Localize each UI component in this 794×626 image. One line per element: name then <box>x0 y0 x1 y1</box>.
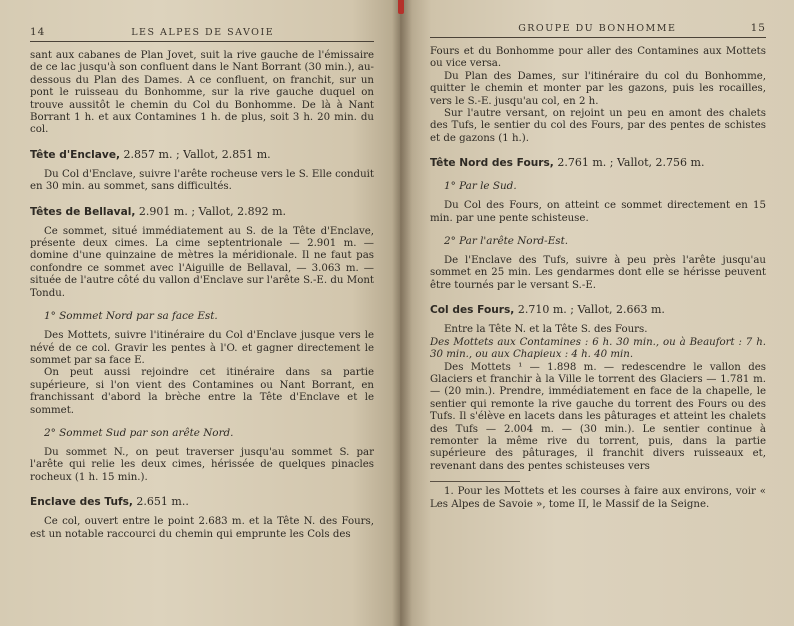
section-heading <box>30 205 374 219</box>
page-number: 14 <box>30 26 46 38</box>
heading-name: Tête d'Enclave, <box>30 148 121 161</box>
footnote: 1. Pour les Mottets et les courses à faire aux environs, voir « Les Alpes de Savoie », tome II, le Massif de la Seigne. <box>430 486 766 510</box>
header-rule <box>430 37 766 38</box>
header-rule <box>30 41 374 42</box>
heading-altitude: 2.761 m. ; Vallot, 2.756 m. <box>557 156 705 170</box>
paragraph: Du Plan des Dames, sur l'itinéraire du col du Bonhomme, quitter le chemin et monter par les gazons, puis les rocailles, vers le S.-E. jusqu'au col, en 2 h. <box>430 70 766 107</box>
paragraph: Du Col des Fours, on atteint ce sommet directement en 15 min. par une pente schisteuse. <box>430 200 766 224</box>
right-page-header <box>430 22 766 34</box>
section-heading <box>430 156 766 170</box>
subheading: 1° Par le Sud. <box>444 180 517 193</box>
paragraph: Du sommet N., on peut traverser jusqu'au sommet S. par l'arête qui relie les deux cimes, hérissée de quelques pinacles rocheux (1 h. 15 min.). <box>30 446 374 483</box>
heading-name: Têtes de Bellaval, <box>30 205 136 218</box>
section-heading <box>430 303 766 317</box>
heading-name: Tête Nord des Fours, <box>430 157 554 170</box>
heading-altitude: 2.901 m. ; Vallot, 2.892 m. <box>138 204 286 218</box>
paragraph: Du Col d'Enclave, suivre l'arête rocheuse vers le S. Elle conduit en 30 min. au sommet, sans difficultés. <box>30 168 374 193</box>
left-page-header <box>30 26 374 38</box>
right-page <box>400 0 794 626</box>
small-note: On peut aussi rejoindre cet itinéraire dans sa partie supérieure, si l'on vient des Contamines ou Nant Borrant, en franchissant d'abord la brèche entre la Tête d'Enclave et le sommet. <box>30 367 374 416</box>
footnote-rule <box>430 481 520 482</box>
subheading: 1° Sommet Nord par sa face Est. <box>44 310 218 323</box>
heading-altitude: 2.651 m.. <box>136 495 189 509</box>
paragraph: Des Mottets, suivre l'itinéraire du Col d'Enclave jusque vers le névé de ce col. Gravir les pentes à l'O. et gagner directement le sommet par sa face E. <box>30 330 374 366</box>
route-times: Des Mottets aux Contamines : 6 h. 30 min., ou à Beaufort : 7 h. 30 min., ou aux Chapieux : 4 h. 40 min. <box>430 336 766 361</box>
paragraph: De l'Enclave des Tufs, suivre à peu près l'arête jusqu'au sommet en 25 min. Les gendarmes dont elle se hérisse peuvent être tournés par le versant S.-E. <box>430 255 766 291</box>
section-heading <box>30 495 374 509</box>
subheading: 2° Sommet Sud par son arête Nord. <box>44 426 234 439</box>
heading-altitude: 2.710 m. ; Vallot, 2.663 m. <box>517 303 665 317</box>
bookmark-ribbon <box>398 0 404 14</box>
page-number: 15 <box>750 22 766 34</box>
paragraph: Ce col, ouvert entre le point 2.683 m. et la Tête N. des Fours, est un notable raccourci du chemin qui emprunte les Cols des <box>30 516 374 540</box>
paragraph: sant aux cabanes de Plan Jovet, suit la rive gauche de l'émissaire de ce lac jusqu'à son confluent dans le Nant Borrant (30 min.), au-dessous du Plan des Dames. A ce confluent, on franchit, sur un pont le ruisseau du Bonhomme, sur la rive gauche duquel on trouve aussitôt le chemin du Col du Bonhomme. De là à Nant Borrant 1 h. et aux Contamines 1 h. de plus, soit 3 h. 20 min. du col. <box>30 50 374 136</box>
paragraph: Sur l'autre versant, on rejoint un peu en amont des chalets des Tufs, le sentier du col des Fours, par des pentes de schistes et de gazons (1 h.). <box>430 108 766 144</box>
paragraph: Des Mottets ¹ — 1.898 m. — redescendre le vallon des Glaciers et franchir à la Ville le torrent des Glaciers — 1.781 m. — (20 min.). Prendre, immédiatement en face de la chapelle, le sentier qui remonte la rive gauche du torrent des Fours ou des Tufs. Il s'élève en lacets dans les pâturages et atteint les chalets des Tufs — 2.004 m. — (30 min.). Le sentier continue à remonter la même rive du torrent, puis, dans la partie supérieure des pâturages, il franchit divers ruisseaux et, revenant dans des pentes schisteuses vers <box>430 361 766 472</box>
running-title: GROUPE DU BONHOMME <box>518 23 677 34</box>
paragraph: Ce sommet, situé immédiatement au S. de la Tête d'Enclave, présente deux cimes. La cime septentrionale — 2.901 m. — domine d'une quinzaine de mètres la méridionale. Il ne faut pas confondre ce sommet avec l'Aiguille de Bellaval, — 3.063 m. — située de l'autre côté du vallon d'Enclave sur l'arête S.-E. du Mont Tondu. <box>30 225 374 299</box>
section-heading <box>30 148 374 162</box>
paragraph: Fours et du Bonhomme pour aller des Contamines aux Mottets ou vice versa. <box>430 46 766 70</box>
subheading: 2° Par l'arête Nord-Est. <box>444 235 569 248</box>
paragraph: Entre la Tête N. et la Tête S. des Fours. <box>444 324 648 336</box>
heading-altitude: 2.857 m. ; Vallot, 2.851 m. <box>123 147 271 161</box>
heading-name: Enclave des Tufs, <box>30 496 133 509</box>
running-title: LES ALPES DE SAVOIE <box>131 27 275 38</box>
heading-name: Col des Fours, <box>430 304 515 317</box>
